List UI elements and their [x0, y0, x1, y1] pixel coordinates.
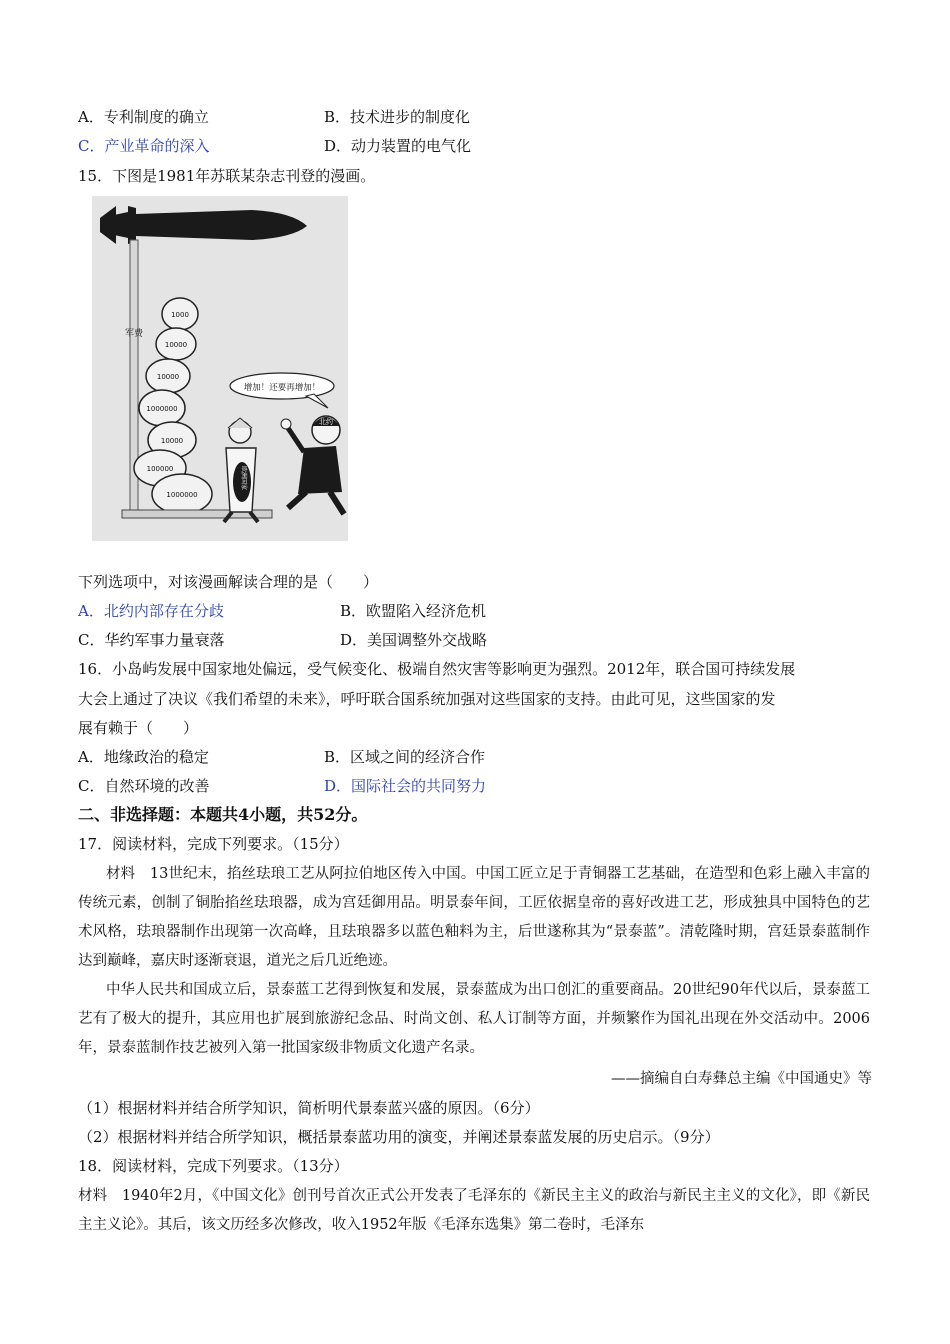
q15-option-c: C．华约军事力量衰落 [78, 631, 225, 649]
q17-stem: 17．阅读材料，完成下列要求。（15分） [78, 835, 349, 853]
q15-stem: 15．下图是1981年苏联某杂志刊登的漫画。 [78, 167, 376, 185]
cartoon-image [92, 196, 348, 541]
section-title: 二、非选择题：本题共4小题，共52分。 [78, 805, 368, 824]
q17-source: ——摘编自白寿彝总主编《中国通史》等 [611, 1071, 872, 1087]
q17-sub1: （1）根据材料并结合所学知识，简析明代景泰蓝兴盛的原因。（6分） [78, 1099, 540, 1117]
cartoon-bag-label: 10000 [156, 373, 180, 381]
q17-material-para1: 材料 13世纪末，掐丝珐琅工艺从阿拉伯地区传入中国。中国工匠立足于青铜器工艺基础，在造型和色彩上融入丰富的传统元素，创制了铜胎掐丝珐琅器，成为宫廷御用品。明景泰年间，工匠依据皇帝的喜好改进工艺，形成独具中国特色的艺术风格，珐琅器制作出现第一次高峰，且珐琅器多以蓝色釉料为主，后世遂称其为“景泰蓝”。清乾隆时期，宫廷景泰蓝制作达到巅峰，嘉庆时逐渐衰退，道光之后几近绝迹。 [78, 866, 870, 969]
q17-sub2: （2）根据材料并结合所学知识，概括景泰蓝功用的演变，并阐述景泰蓝发展的历史启示。（9分） [78, 1128, 720, 1146]
q18-material-para1: 材料 1940年2月，《中国文化》创刊号首次正式公开发表了毛泽东的《新民主主义的政治与新民主主义的文化》，即《新民主主义论》。其后，该文历经多次修改，收入1952年版《毛泽东选集》第二卷时，毛泽东 [78, 1188, 870, 1233]
cartoon-speech: 增加！还要再增加！ [243, 383, 321, 393]
cartoon-bag-label: 100000 [146, 465, 174, 473]
cartoon-bag-label: 1000 [171, 311, 189, 319]
q14-option-b: B．技术进步的制度化 [324, 108, 471, 126]
q16-stem-line1: 16．小岛屿发展中国家地处偏远，受气候变化、极端自然灾害等影响更为强烈。2012年，联合国可持续发展 [78, 660, 796, 678]
cartoon-hat-label: 北约 [319, 418, 333, 426]
q14-option-d: D．动力装置的电气化 [324, 137, 472, 155]
q16-option-d: D．国际社会的共同努力 [324, 777, 487, 795]
cartoon-pole-label: 军费 [124, 329, 144, 339]
q14-option-c: C．产业革命的深入 [78, 137, 210, 155]
cartoon-man-label: 欧洲国家 [240, 465, 247, 491]
cartoon-bag-label: 1000000 [166, 491, 198, 499]
q15-option-b: B．欧盟陷入经济危机 [340, 602, 487, 620]
q18-stem: 18．阅读材料，完成下列要求。（13分） [78, 1157, 349, 1175]
cartoon-bag-label: 1000000 [146, 405, 178, 413]
cartoon-bag-label: 10000 [164, 341, 188, 349]
q15-option-a: A．北约内部存在分歧 [78, 602, 224, 620]
q15-question: 下列选项中，对该漫画解读合理的是（ ） [78, 573, 379, 591]
q16-option-b: B．区域之间的经济合作 [324, 748, 486, 766]
q16-option-c: C．自然环境的改善 [78, 777, 210, 795]
q15-option-d: D．美国调整外交战略 [340, 631, 488, 649]
cartoon-bag-label: 10000 [160, 437, 184, 445]
q16-stem-line3: 展有赖于（ ） [78, 719, 199, 737]
q14-option-a: A．专利制度的确立 [78, 108, 209, 126]
q16-stem-line2: 大会上通过了决议《我们希望的未来》，呼吁联合国系统加强对这些国家的支持。由此可见，这些国家的发 [78, 690, 776, 708]
q17-material-para2: 中华人民共和国成立后，景泰蓝工艺得到恢复和发展，景泰蓝成为出口创汇的重要商品。20世纪90年代以后，景泰蓝工艺有了极大的提升，其应用也扩展到旅游纪念品、时尚文创、私人订制等方面，并频繁作为国礼出现在外交活动中。2006年，景泰蓝制作技艺被列入第一批国家级非物质文化遗产名录。 [78, 982, 870, 1056]
q16-option-a: A．地缘政治的稳定 [78, 748, 209, 766]
